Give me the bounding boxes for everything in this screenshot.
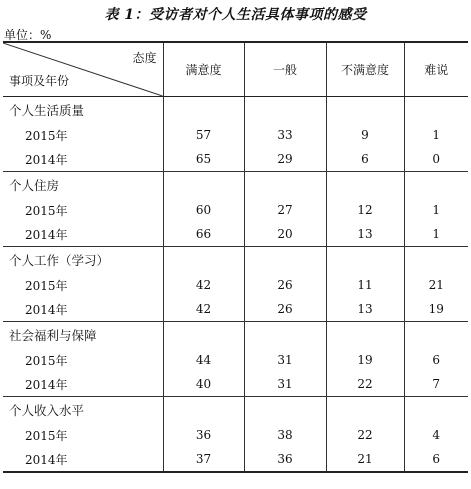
table-row bbox=[3, 273, 468, 297]
value-cell: 6 bbox=[404, 447, 468, 472]
category-row bbox=[3, 172, 468, 199]
year-label: 2015年 bbox=[25, 128, 68, 143]
year-label: 2014年 bbox=[25, 302, 68, 317]
value-cell: 60 bbox=[163, 198, 244, 222]
value-cell: 12 bbox=[326, 198, 404, 222]
value-cell: 65 bbox=[163, 147, 244, 172]
value-cell: 42 bbox=[163, 297, 244, 322]
category-label: 社会福利与保障 bbox=[3, 322, 163, 349]
value-cell: 57 bbox=[163, 123, 244, 147]
value-cell: 19 bbox=[404, 297, 468, 322]
value-cell: 13 bbox=[326, 297, 404, 322]
column-header: 不满意度 bbox=[326, 42, 404, 97]
value-cell: 33 bbox=[244, 123, 326, 147]
empty-cell bbox=[163, 322, 244, 349]
table-row bbox=[3, 348, 468, 372]
year-label: 2015年 bbox=[25, 203, 68, 218]
category-row bbox=[3, 97, 468, 124]
unit-label: 单位：% bbox=[4, 28, 52, 42]
category-label: 个人生活质量 bbox=[3, 97, 163, 124]
empty-cell bbox=[404, 172, 468, 199]
empty-cell bbox=[326, 172, 404, 199]
table-row bbox=[3, 147, 468, 172]
value-cell: 36 bbox=[244, 447, 326, 472]
empty-cell bbox=[244, 247, 326, 274]
value-cell: 38 bbox=[244, 423, 326, 447]
year-label: 2015年 bbox=[25, 428, 68, 443]
year-label: 2014年 bbox=[3, 447, 163, 472]
value-cell: 21 bbox=[404, 273, 468, 297]
value-cell: 4 bbox=[404, 423, 468, 447]
empty-cell bbox=[244, 97, 326, 124]
empty-cell bbox=[404, 97, 468, 124]
value-cell: 13 bbox=[326, 222, 404, 247]
value-cell: 1 bbox=[404, 222, 468, 247]
item-year-label: 事项及年份 bbox=[9, 74, 70, 88]
table-title: 表 1：受访者对个人生活具体事项的感受 bbox=[104, 7, 367, 23]
attitude-label: 态度 bbox=[132, 51, 157, 65]
value-cell: 27 bbox=[244, 198, 326, 222]
value-cell: 26 bbox=[244, 297, 326, 322]
empty-cell bbox=[404, 247, 468, 274]
column-header: 难说 bbox=[404, 42, 468, 97]
year-label: 2014年 bbox=[25, 227, 68, 242]
value-cell: 11 bbox=[326, 273, 404, 297]
header-row bbox=[3, 42, 468, 97]
year-label: 2014年 bbox=[25, 377, 68, 392]
value-cell: 9 bbox=[326, 123, 404, 147]
value-cell: 19 bbox=[326, 348, 404, 372]
empty-cell bbox=[244, 397, 326, 424]
table-row bbox=[3, 123, 468, 147]
value-cell: 42 bbox=[163, 273, 244, 297]
value-cell: 31 bbox=[244, 372, 326, 397]
value-cell: 37 bbox=[163, 447, 244, 472]
empty-cell bbox=[326, 97, 404, 124]
table-body bbox=[3, 97, 468, 473]
value-cell: 29 bbox=[244, 147, 326, 172]
category-label: 个人工作（学习） bbox=[3, 247, 163, 274]
empty-cell bbox=[326, 247, 404, 274]
empty-cell bbox=[404, 322, 468, 349]
value-cell: 21 bbox=[326, 447, 404, 472]
empty-cell bbox=[404, 397, 468, 424]
diagonal-header-cell bbox=[3, 42, 163, 97]
empty-cell bbox=[163, 247, 244, 274]
empty-cell bbox=[244, 322, 326, 349]
value-cell: 1 bbox=[404, 198, 468, 222]
value-cell: 22 bbox=[326, 372, 404, 397]
category-row bbox=[3, 247, 468, 274]
table-row bbox=[3, 222, 468, 247]
year-label: 2015年 bbox=[25, 278, 68, 293]
value-cell: 0 bbox=[404, 147, 468, 172]
table-row bbox=[3, 198, 468, 222]
value-cell: 22 bbox=[326, 423, 404, 447]
category-label: 个人收入水平 bbox=[3, 397, 163, 424]
value-cell: 7 bbox=[404, 372, 468, 397]
satisfaction-table bbox=[3, 41, 468, 473]
value-cell: 26 bbox=[244, 273, 326, 297]
year-label: 2014年 bbox=[25, 152, 68, 167]
value-cell: 36 bbox=[163, 423, 244, 447]
empty-cell bbox=[163, 97, 244, 124]
table-row bbox=[3, 447, 468, 472]
year-label: 2015年 bbox=[25, 353, 68, 368]
empty-cell bbox=[163, 397, 244, 424]
value-cell: 44 bbox=[163, 348, 244, 372]
column-header: 一般 bbox=[244, 42, 326, 97]
table-row bbox=[3, 297, 468, 322]
value-cell: 1 bbox=[404, 123, 468, 147]
table-row bbox=[3, 372, 468, 397]
empty-cell bbox=[244, 172, 326, 199]
value-cell: 31 bbox=[244, 348, 326, 372]
category-row bbox=[3, 397, 468, 424]
category-label: 个人住房 bbox=[3, 172, 163, 199]
empty-cell bbox=[163, 172, 244, 199]
value-cell: 6 bbox=[404, 348, 468, 372]
value-cell: 20 bbox=[244, 222, 326, 247]
value-cell: 40 bbox=[163, 372, 244, 397]
table-row bbox=[3, 423, 468, 447]
empty-cell bbox=[326, 322, 404, 349]
column-header: 满意度 bbox=[163, 42, 244, 97]
value-cell: 66 bbox=[163, 222, 244, 247]
category-row bbox=[3, 322, 468, 349]
empty-cell bbox=[326, 397, 404, 424]
value-cell: 6 bbox=[326, 147, 404, 172]
